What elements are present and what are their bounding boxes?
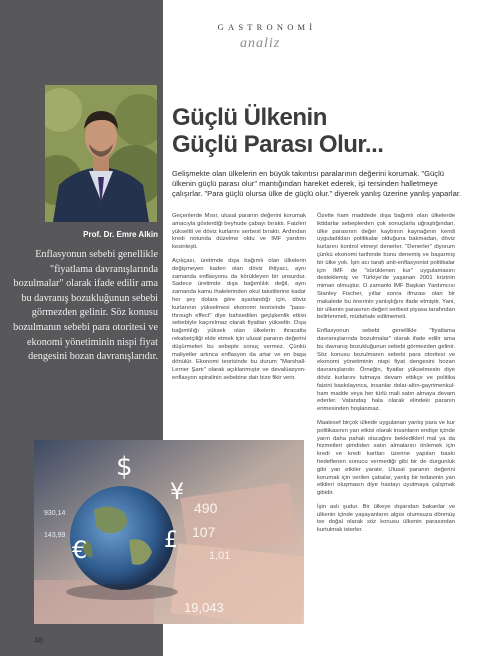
body-paragraph: İşin aslı şudur. Bir ülkeye dışarıdan bakanlar ve ülkenin içinde yaşayanların algısı olumsuza dönmüş ise doğal olarak söz konusu ülkenin parasından kurtulmak isterler. [317, 503, 455, 534]
author-portrait-icon [45, 85, 157, 222]
currency-yen-icon: ¥ [170, 480, 184, 505]
article-lead: Gelişmekte olan ülkelerin en büyük takıntısı paralarının değerini korumak. "Güçlü ülkenin güçlü parası olur" mantığından hareket ederek, işi tersinden halletmeye çalışırlar. "Para güçlü olursa ülke de güçlü olur." diyerek yanlış üzerine yanlış yaparlar. [172, 169, 462, 198]
chart-number: 1,01 [209, 550, 231, 562]
chart-number: 490 [194, 500, 218, 516]
chart-number: 19,043 [184, 600, 224, 615]
body-paragraph: Özetle ham maddede dışa bağımlı olan ülkelerde iktidarlar sebeplerden çok sonuçlarla uğraştığından, ülke parasının değer kaybının kaynağının kendi uyguladıkları politikalar olduğuna bakmadan, döviz kurlarını kontrol etmeyi denerler. "Denerler" diyorum çünkü ekonomi tarihinde bunu denemiş ve başarmış bir ülke yok. İşin acı tarafı anti-enflasyonist politikalar için IMF de "sürüklenen kur" uygulamasını desteklemiş ve Türkiye'de yaşanan 2001 krizinin miman olmuştur. O zamanki IMF Başkan Yardımcısı Stanley Fischer, yıllar sonra ifmzası olan bir makalede bu önerinin yanlışlığını ifade etmiştir. Yani, bir ülkenin parasının değeri serbest piyasa tarafından belirlenmeli, müdahale edilmemeli. [317, 213, 455, 321]
article-title [172, 104, 472, 158]
currency-euro-icon: € [72, 536, 88, 564]
article-title-line: Güçlü Ülkenin [172, 104, 327, 131]
author-caption: Prof. Dr. Emre Alkin [83, 230, 158, 239]
chart-number: 107 [192, 524, 216, 540]
section-kicker: GASTRONOMİ [217, 22, 317, 32]
body-paragraph: Geçenlerde Mısır, ulusal paranın değerini korumak amacıyla gösterdiği beyhude çabayı bıraktı. Faizleri yükseltti ve döviz kurlarını serbest bıraktı. Ardından kredi notunda düzelme oldu ve IMF yardımı kesinleşti. [172, 213, 306, 251]
currency-pound-icon: £ [164, 528, 178, 553]
globe-money-image [34, 440, 304, 624]
page-number: 48 [34, 636, 43, 645]
article-title-line: Güçlü Parası Olur... [172, 131, 384, 158]
author-photo [45, 85, 157, 222]
body-paragraph: Açıkçası, üretimde dışa bağımlı olan ülkelerin değişmeyen kaderi olan döviz ihtiyacı, aynı zamanda enflasyonu da körükleyen bir unsurdur. Sadece üretimde dışa bağımlılık değil, aynı zamanda kamu ihalelerinden okul takstilerine kadar her şey dolara göre ayarlandığı için, döviz kurlarının yükselmesi ekonomi teorisinde "pass-through effect" diye bahsedilen geçişkenlik etkisi sebebiyle kaçınılmaz olarak fiyatları yükseltir. Dışa bağımlılığı yüksek olan ülkelerin ihracatta rekabetçiliği elde etmek için ulusal paranın değerini düşürmeleri bu sebeple sonuç vermez. Çünkü maliyetler artınca enflasyon da artar ve en başa dönülür. Ekonomi teorisinde bu durum "Marshall-Lerner Şartı" olarak açıklanmıştır ve devalüasyon-enflasyon spiralinin sebebine dair bize fikir verir. [172, 257, 306, 381]
body-column-right [317, 213, 455, 541]
body-paragraph: Maalesef birçok ülkede uygulanan yanlış para ve kur politikasının yarı etkisi olarak insanların endişe içinde yarın daha pahalı olacağını beklediklerl mal ya da hizmetleri şimdiden satın almalarını önlemek için kredi ve kredi kartları üzerine yapılan baskı hedeflenen sonucu vermediği gibi bir de durgunluk gibi yan etkiler yaratır. Ulusal paranın değerini korumak için verilen çabalar, yanlış bir tedavinin yan etkileri oluşmasın diye hastayı uyutmaya çalışmak gibidir. [317, 419, 455, 497]
body-column-left [172, 213, 306, 389]
section-subtitle: analiz [240, 36, 281, 51]
body-paragraph: Enflasyonun sebebi genellikle "fiyatlama davranışlarında bozulmalar" olarak ifade edilir ama bu davranış bozukluğunun sebebi görmezden gelinir. Söz konusu bozulmanın sebebi para otoritesi ve ekonomi yönetiminin nispi fiyat dengesini bozan davranışlarıdır. Örneğin, fiyatlar yükselmesin diye döviz kurlarını tutmaya devam ettikçe ve politika faizini baskılayınca, insanlar dolar-altın-gayrimenkul-ham madde veya her türlü mali satın almaya devam ederler. Vatandaş hala olarak elindeki paranın erimesinden hoşlanmaz. [317, 328, 455, 413]
pull-quote: Enflasyonun sebebi genellikle "fiyatlama davranışlarında bozulmalar" olarak ifade edilir ama bu davranış bozukluğunun sebebi görmezden gelinir. Söz konusu bozulmanın sebebi para otoritesi ve ekonomi yönetiminin nispi fiyat dengesini bozan davranışlarıdır. [13, 249, 158, 363]
currency-dollar-icon: $ [116, 452, 133, 482]
chart-number: 143,99 [44, 532, 66, 539]
chart-number: 930,14 [44, 510, 66, 517]
